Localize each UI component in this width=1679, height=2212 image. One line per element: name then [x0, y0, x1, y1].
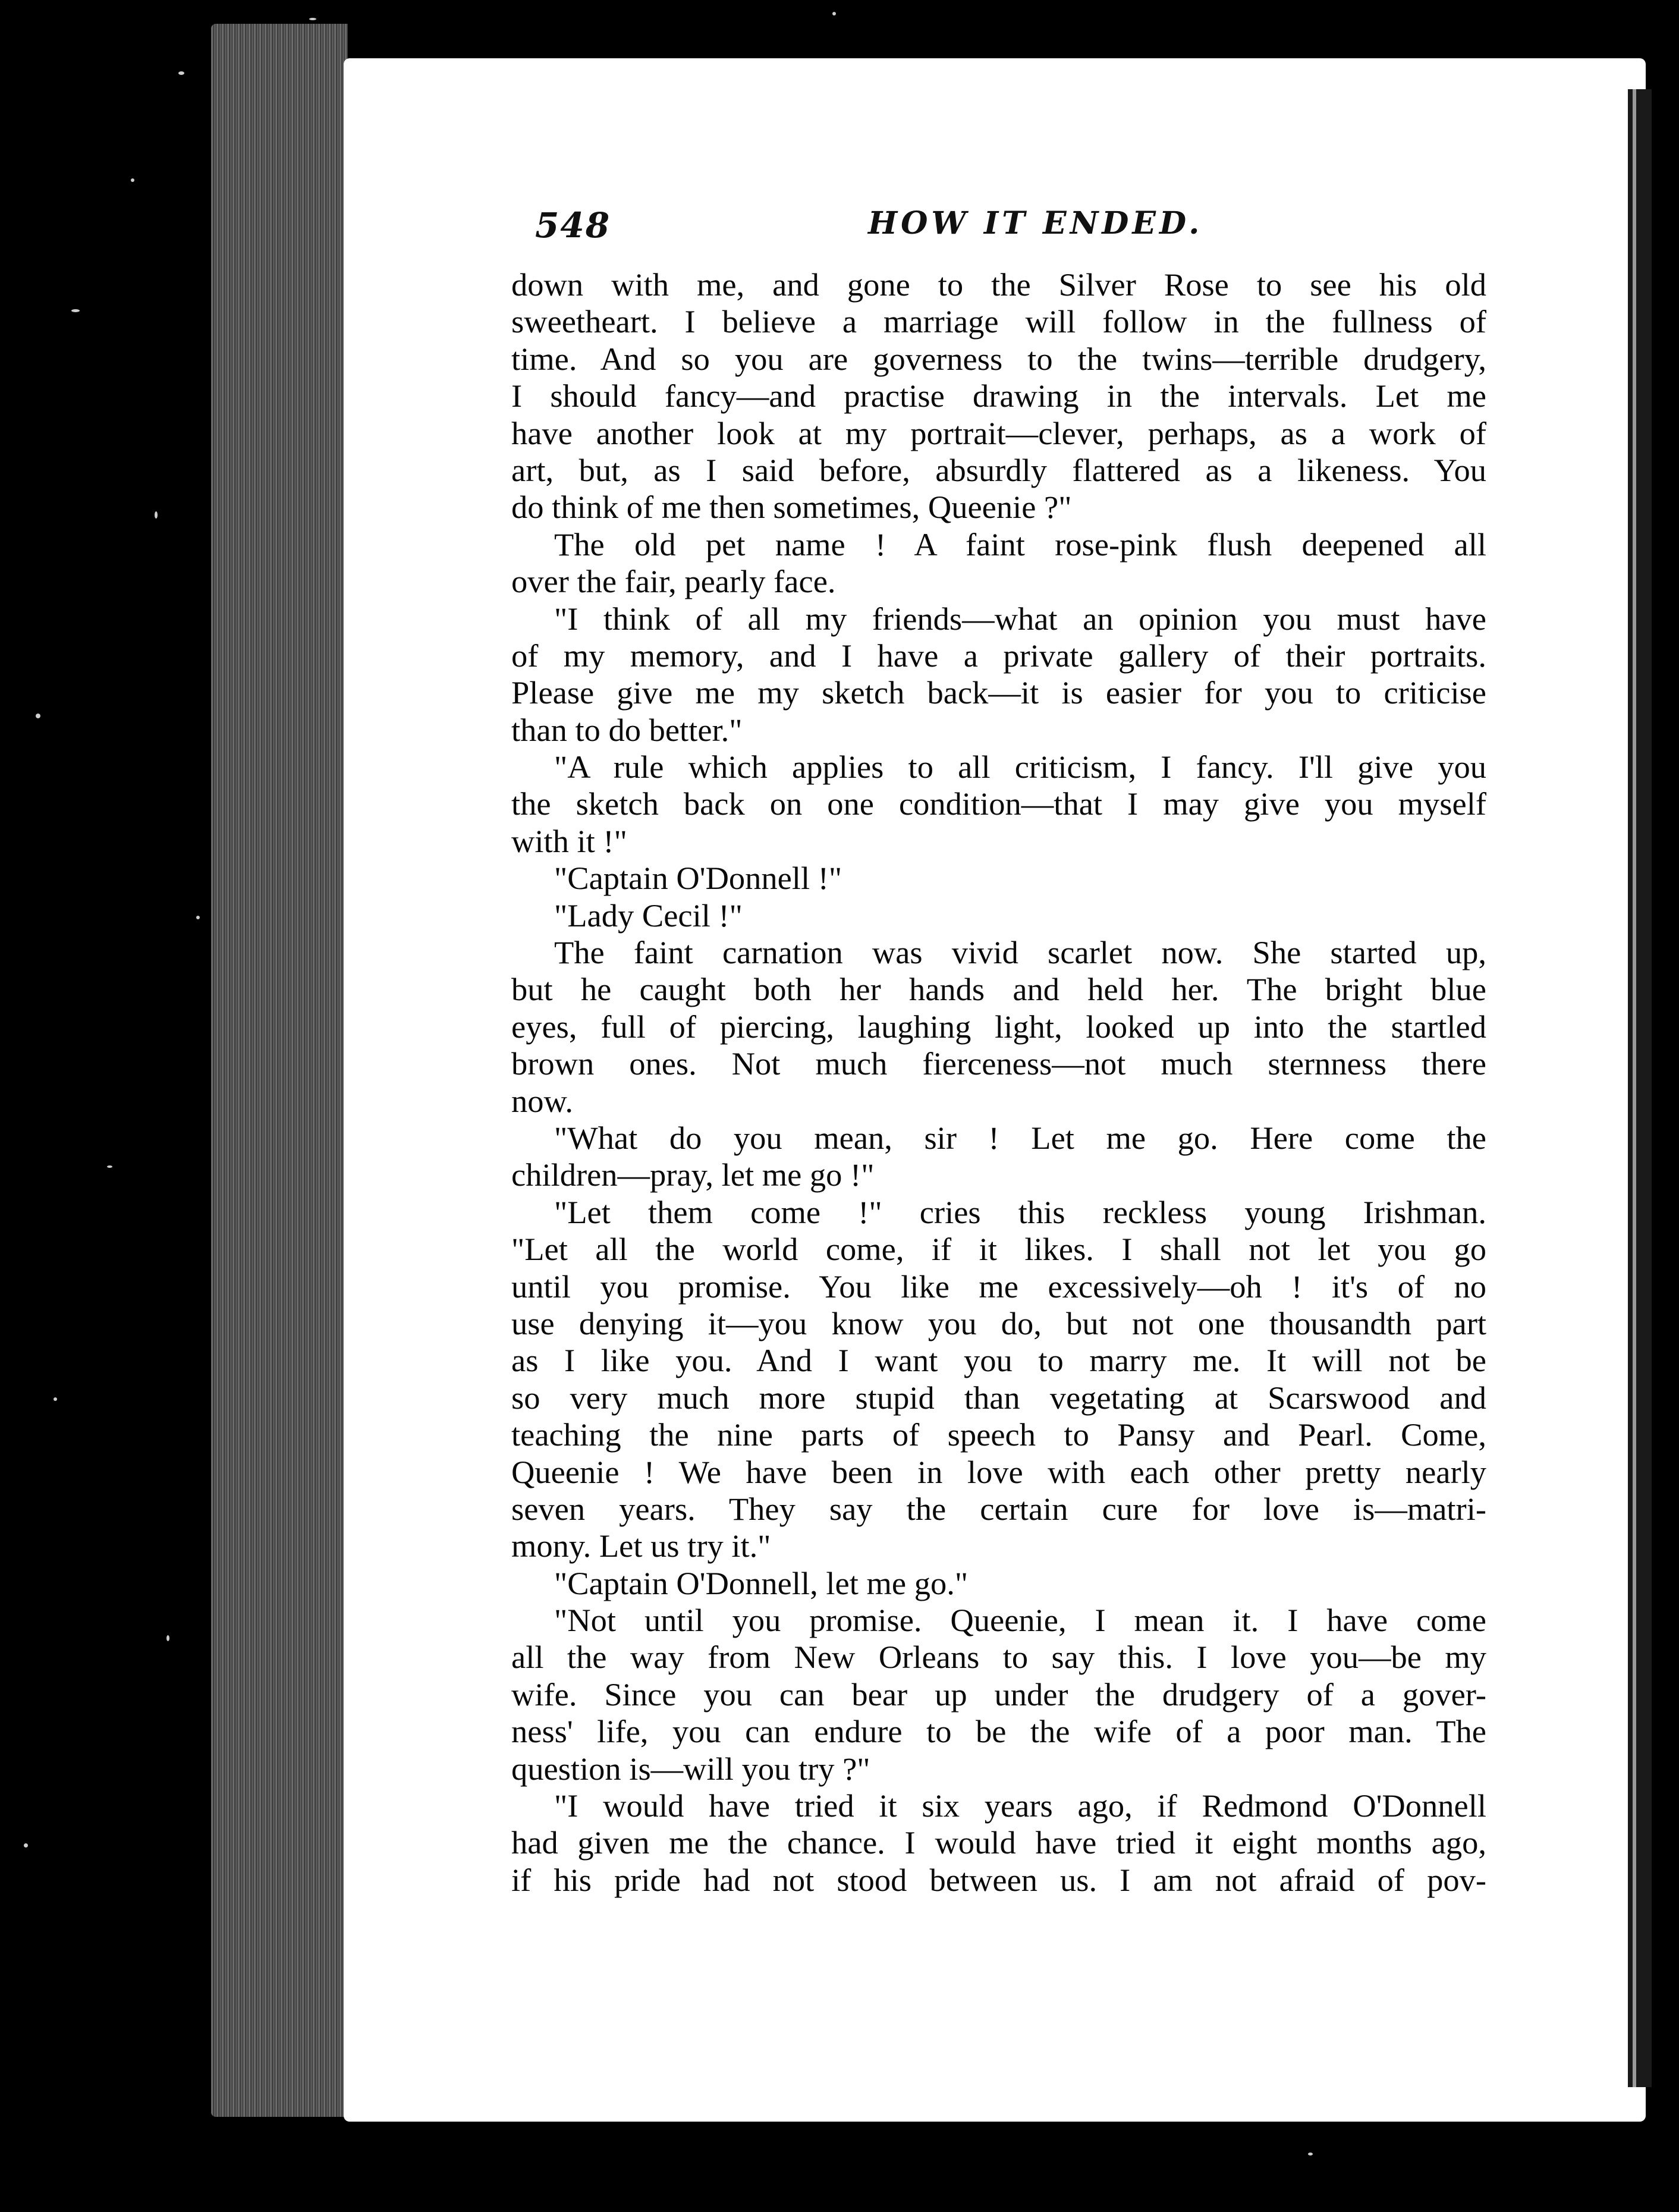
- book-page-edges: [211, 24, 348, 2117]
- running-title: HOW IT ENDED.: [868, 205, 1203, 241]
- dust-speck: [1308, 2153, 1313, 2156]
- dust-speck: [196, 916, 200, 919]
- text-line: if his pride had not stood between us. I am not afraid of pov-: [511, 1861, 1486, 1898]
- dust-speck: [107, 1165, 112, 1168]
- dust-speck: [155, 511, 158, 519]
- text-line: of my memory, and I have a private gallery of their portraits.: [511, 637, 1486, 674]
- text-line: "Captain O'Donnell !": [554, 860, 842, 897]
- text-line: art, but, as I said before, absurdly flattered as a likeness. You: [511, 451, 1486, 488]
- text-line: "Let them come !" cries this reckless young Irishman.: [554, 1193, 1486, 1230]
- text-line: now.: [511, 1082, 573, 1119]
- text-line: had given me the chance. I would have tried it eight months ago,: [511, 1824, 1486, 1861]
- dust-speck: [309, 18, 316, 20]
- text-line: The faint carnation was vivid scarlet now. She started up,: [554, 934, 1486, 971]
- page-number: 548: [535, 205, 611, 246]
- text-line: than to do better.": [511, 711, 743, 748]
- text-line: so very much more stupid than vegetating at Scarswood and: [511, 1379, 1486, 1416]
- text-line: down with me, and gone to the Silver Rose to see his old: [511, 266, 1486, 303]
- text-line: have another look at my portrait—clever, perhaps, as a work of: [511, 414, 1486, 451]
- text-line: with it !": [511, 822, 627, 859]
- text-line: "I think of all my friends—what an opinion you must have: [554, 600, 1486, 637]
- text-line: seven years. They say the certain cure for love is—matri-: [511, 1490, 1486, 1527]
- text-line: but he caught both her hands and held her. The bright blue: [511, 971, 1486, 1008]
- text-line: sweetheart. I believe a marriage will follow in the fullness of: [511, 303, 1486, 340]
- text-line: use denying it—you know you do, but not one thousandth part: [511, 1305, 1486, 1341]
- text-line: as I like you. And I want you to marry me. It will not be: [511, 1342, 1486, 1379]
- text-line: wife. Since you can bear up under the drudgery of a gover-: [511, 1676, 1486, 1713]
- text-line: brown ones. Not much fierceness—not much sternness there: [511, 1045, 1486, 1082]
- text-line: children—pray, let me go !": [511, 1157, 875, 1193]
- text-line: "Lady Cecil !": [554, 897, 743, 934]
- dust-speck: [36, 714, 40, 718]
- text-line: all the way from New Orleans to say this. I love you—be my: [511, 1639, 1486, 1676]
- dust-speck: [178, 71, 184, 75]
- text-line: Please give me my sketch back—it is easier for you to criticise: [511, 674, 1486, 711]
- dust-speck: [71, 309, 80, 312]
- next-page-edge: [1628, 89, 1652, 2087]
- text-line: do think of me then sometimes, Queenie ?": [511, 489, 1072, 526]
- text-line: "Let all the world come, if it likes. I shall not let you go: [511, 1231, 1486, 1268]
- text-line: "Captain O'Donnell, let me go.": [554, 1564, 969, 1601]
- page-header: [535, 205, 1486, 259]
- dust-speck: [166, 1635, 169, 1641]
- text-line: mony. Let us try it.": [511, 1528, 771, 1564]
- next-page-edge-highlight: [1633, 89, 1636, 2087]
- text-line: over the fair, pearly face.: [511, 563, 836, 600]
- body-text: [511, 266, 1486, 1899]
- dust-speck: [54, 1397, 57, 1401]
- text-line: "I would have tried it six years ago, if Redmond O'Donnell: [554, 1787, 1486, 1824]
- text-line: "A rule which applies to all criticism, I fancy. I'll give you: [554, 749, 1486, 785]
- text-line: The old pet name ! A faint rose-pink flush deepened all: [554, 526, 1486, 563]
- dust-speck: [24, 1843, 28, 1847]
- text-line: question is—will you try ?": [511, 1750, 870, 1787]
- text-line: I should fancy—and practise drawing in the intervals. Let me: [511, 378, 1486, 414]
- text-line: the sketch back on one condition—that I may give you myself: [511, 785, 1486, 822]
- text-line: teaching the nine parts of speech to Pansy and Pearl. Come,: [511, 1416, 1486, 1453]
- dust-speck: [131, 178, 134, 182]
- text-line: until you promise. You like me excessively—oh ! it's of no: [511, 1268, 1486, 1305]
- text-line: "Not until you promise. Queenie, I mean it. I have come: [554, 1602, 1486, 1639]
- text-line: eyes, full of piercing, laughing light, looked up into the startled: [511, 1008, 1486, 1045]
- text-line: ness' life, you can endure to be the wife of a poor man. The: [511, 1713, 1486, 1750]
- text-line: Queenie ! We have been in love with each other pretty nearly: [511, 1453, 1486, 1490]
- text-line: time. And so you are governess to the twins—terrible drudgery,: [511, 340, 1486, 377]
- dust-speck: [832, 12, 836, 15]
- text-line: "What do you mean, sir ! Let me go. Here come the: [554, 1119, 1486, 1156]
